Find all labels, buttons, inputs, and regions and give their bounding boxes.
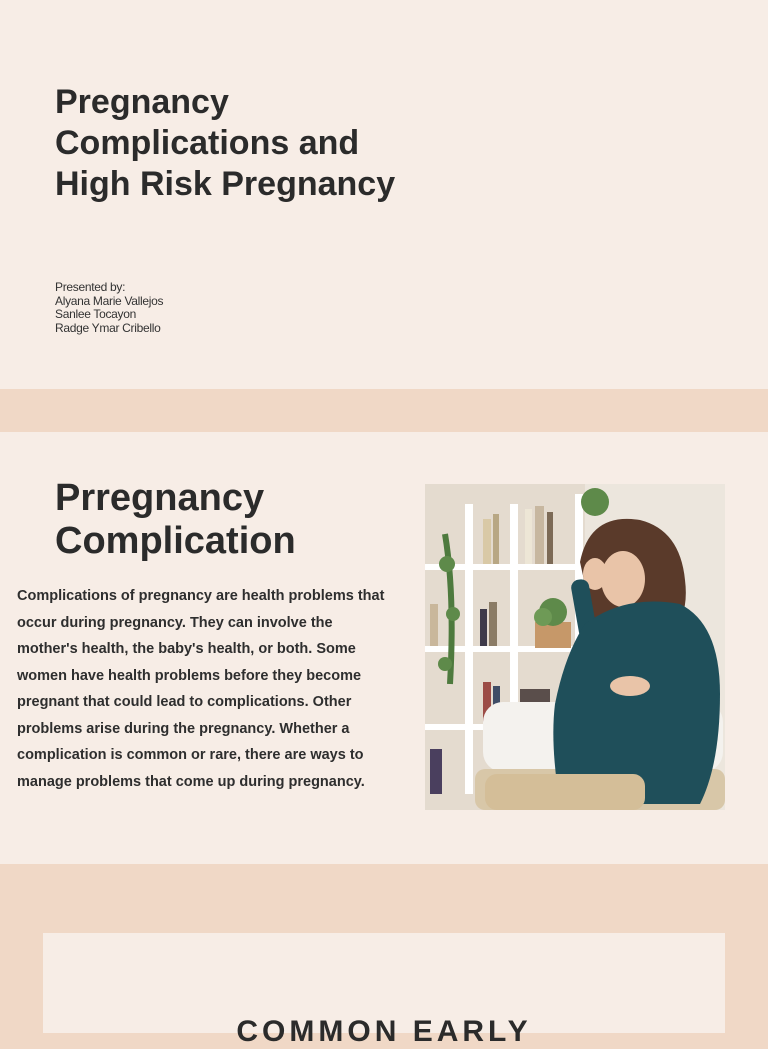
presenter-name: Alyana Marie Vallejos [55,293,164,308]
section-title: Prregnancy Complication [55,477,296,562]
presentation-title: Pregnancy Complications and High Risk Pregnancy [55,83,396,203]
presenters-label: Presented by: [55,280,126,294]
pregnant-woman-photo [425,484,725,810]
presenter-name: Sanlee Tocayon [55,307,136,321]
slide-title [0,0,768,389]
slide-common-early [43,933,725,1048]
section-body-text: Complications of pregnancy are health problems that occur during pregnancy. They can involve the mother's health, the baby's health, or both. Some women have health problems before they become pregnant that could lead to complications. Other problems arise during the pregnancy. Whether a complication is common or rare, there are ways to manage problems that come up during pregnancy. [17,588,385,790]
presenters-block [55,281,163,335]
presenter-name: Radge Ymar Cribello [55,320,161,335]
slide-heading: COMMON EARLY [236,1015,532,1048]
